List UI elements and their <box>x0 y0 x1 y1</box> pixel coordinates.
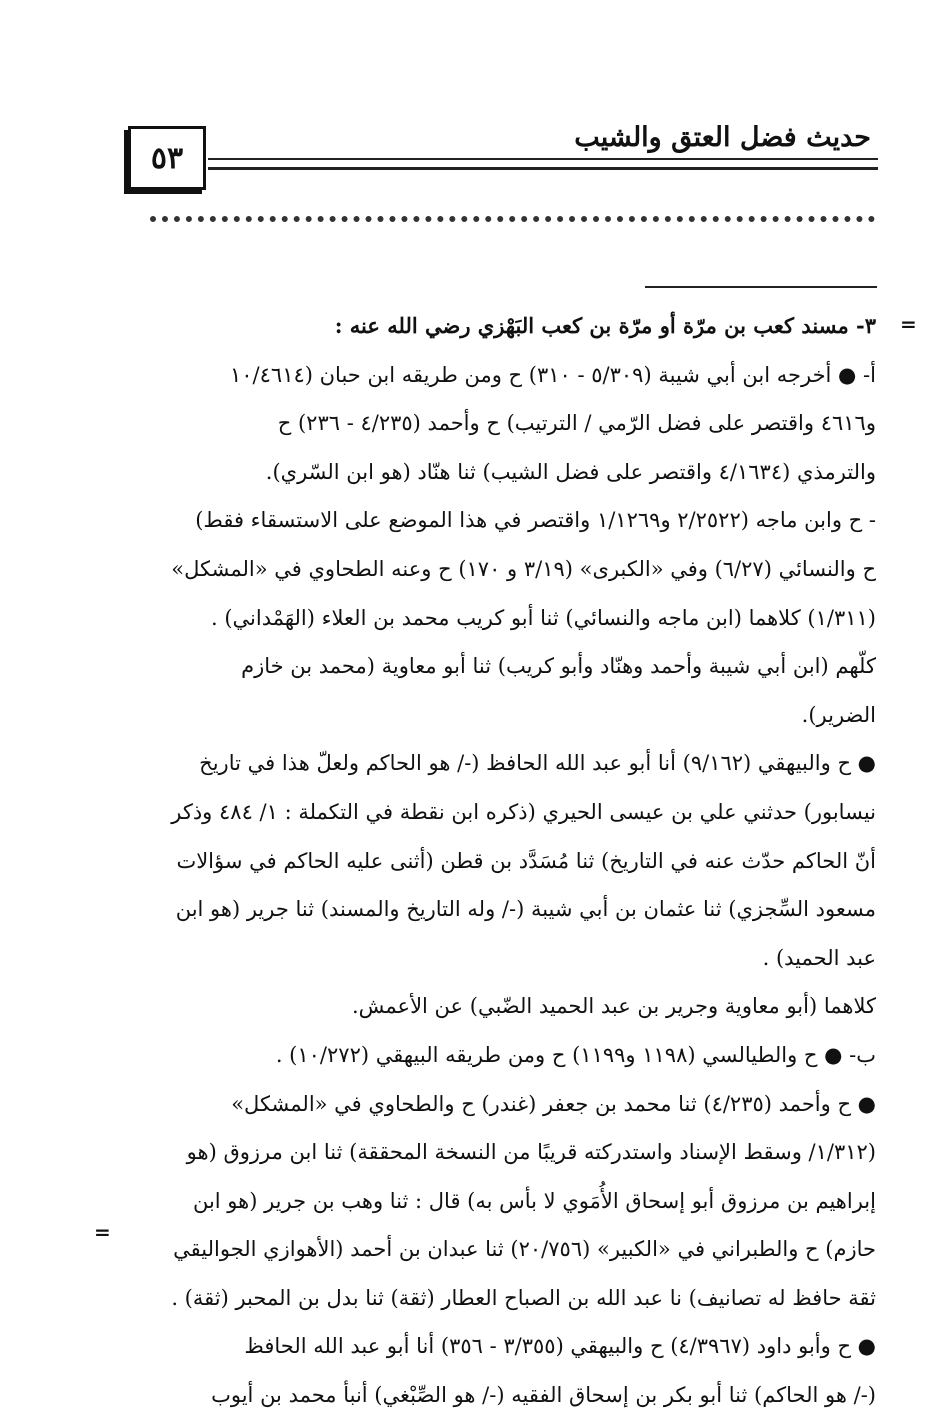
text-line: ح والنسائي (٦/٢٧) وفي «الكبرى» (٣/١٩ و ١٧٠) ح وعنه الطحاوي في «المشكل» <box>171 556 876 581</box>
dotted-divider <box>150 216 875 230</box>
text-line: ● ح وأحمد (٤/٢٣٥) ثنا محمد بن جعفر (غندر) ح والطحاوي في «المشكل» <box>231 1091 876 1116</box>
text-line: ب- ● ح والطيالسي (١١٩٨ و١١٩٩) ح ومن طريقه البيهقي (١٠/٢٧٢) . <box>275 1042 876 1067</box>
text-line: إبراهيم بن مرزوق أبو إسحاق الأُمَوي لا بأس به) قال : ثنا وهب بن جرير (هو ابن <box>192 1188 876 1213</box>
header-rule <box>208 158 878 170</box>
text-line: (١/٣١١) كلاهما (ابن ماجه والنسائي) ثنا أبو كريب محمد بن العلاء (الهَمْداني) . <box>210 605 876 630</box>
text-line: ● ح والبيهقي (٩/١٦٢) أنا أبو عبد الله الحافظ (-/ هو الحاكم ولعلّ هذا في تاريخ <box>199 751 876 776</box>
text-line: ● ح وأبو داود (٤/٣٩٦٧) ح والبيهقي (٣/٣٥٥ - ٣٥٦) أنا أبو عبد الله الحافظ <box>244 1334 876 1359</box>
body-text <box>134 302 876 1420</box>
text-line: والترمذي (٤/١٦٣٤ واقتصر على فضل الشيب) ثنا هنّاد (هو ابن السّري). <box>265 459 876 484</box>
margin-mark-bottom: = <box>94 1220 111 1244</box>
text-line: حازم) ح والطبراني في «الكبير» (٢٠/٧٥٦) ثنا عبدان بن أحمد (الأهوازي الجواليقي <box>173 1237 876 1262</box>
text-line: و٤٦١٦ واقتصر على فضل الرّمي / الترتيب) ح وأحمد (٤/٢٣٥ - ٢٣٦) ح <box>277 411 876 436</box>
text-line: أنّ الحاكم حدّث عنه في التاريخ) ثنا مُسَدَّد بن قطن (أثنى عليه الحاكم في سؤالات <box>176 848 876 873</box>
text-line: نيسابور) حدثني علي بن عيسى الحيري (ذكره ابن نقطة في التكملة : ١/ ٤٨٤ وذكر <box>171 799 876 824</box>
text-line: - ح وابن ماجه (٢/٢٥٢٢ و١/١٢٦٩ واقتصر في هذا الموضع على الاستسقاء فقط) <box>195 508 876 533</box>
section-heading: ٣- مسند كعب بن مرّة أو مرّة بن كعب البَهْزي رضي الله عنه : <box>334 313 876 338</box>
text-line: (-/ هو الحاكم) ثنا أبو بكر بن إسحاق الفقيه (-/ هو الصِّبْغي) أنبأ محمد بن أيوب <box>211 1383 876 1408</box>
text-line: مسعود السِّجزي) ثنا عثمان بن أبي شيبة (-/ وله التاريخ والمسند) ثنا جرير (هو ابن <box>175 897 876 922</box>
running-title: حديث فضل العتق والشيب <box>574 122 871 153</box>
text-line: كلاهما (أبو معاوية وجرير بن عبد الحميد الضّبي) عن الأعمش. <box>351 994 876 1019</box>
page-number-box <box>128 126 206 190</box>
text-line: (١/٣١٢/ وسقط الإسناد واستدركته قريبًا من النسخة المحققة) ثنا ابن مرزوق (هو <box>186 1140 876 1165</box>
margin-mark-top: = <box>900 312 917 336</box>
text-line: كلّهم (ابن أبي شيبة وأحمد وهنّاد وأبو كريب) ثنا أبو معاوية (محمد بن خازم <box>241 654 876 679</box>
text-line: عبد الحميد) . <box>762 945 876 970</box>
text-line: ثقة حافظ له تصانيف) نا عبد الله بن الصباح العطار (ثقة) ثنا بدل بن المحبر (ثقة) . <box>171 1285 876 1310</box>
text-line: أ- ● أخرجه ابن أبي شيبة (٥/٣٠٩ - ٣١٠) ح ومن طريقه ابن حبان (١٠/٤٦١٤ <box>230 362 876 387</box>
text-line: الضرير). <box>801 702 876 727</box>
page-number: ٥٣ <box>150 140 184 176</box>
section-rule <box>645 286 877 288</box>
